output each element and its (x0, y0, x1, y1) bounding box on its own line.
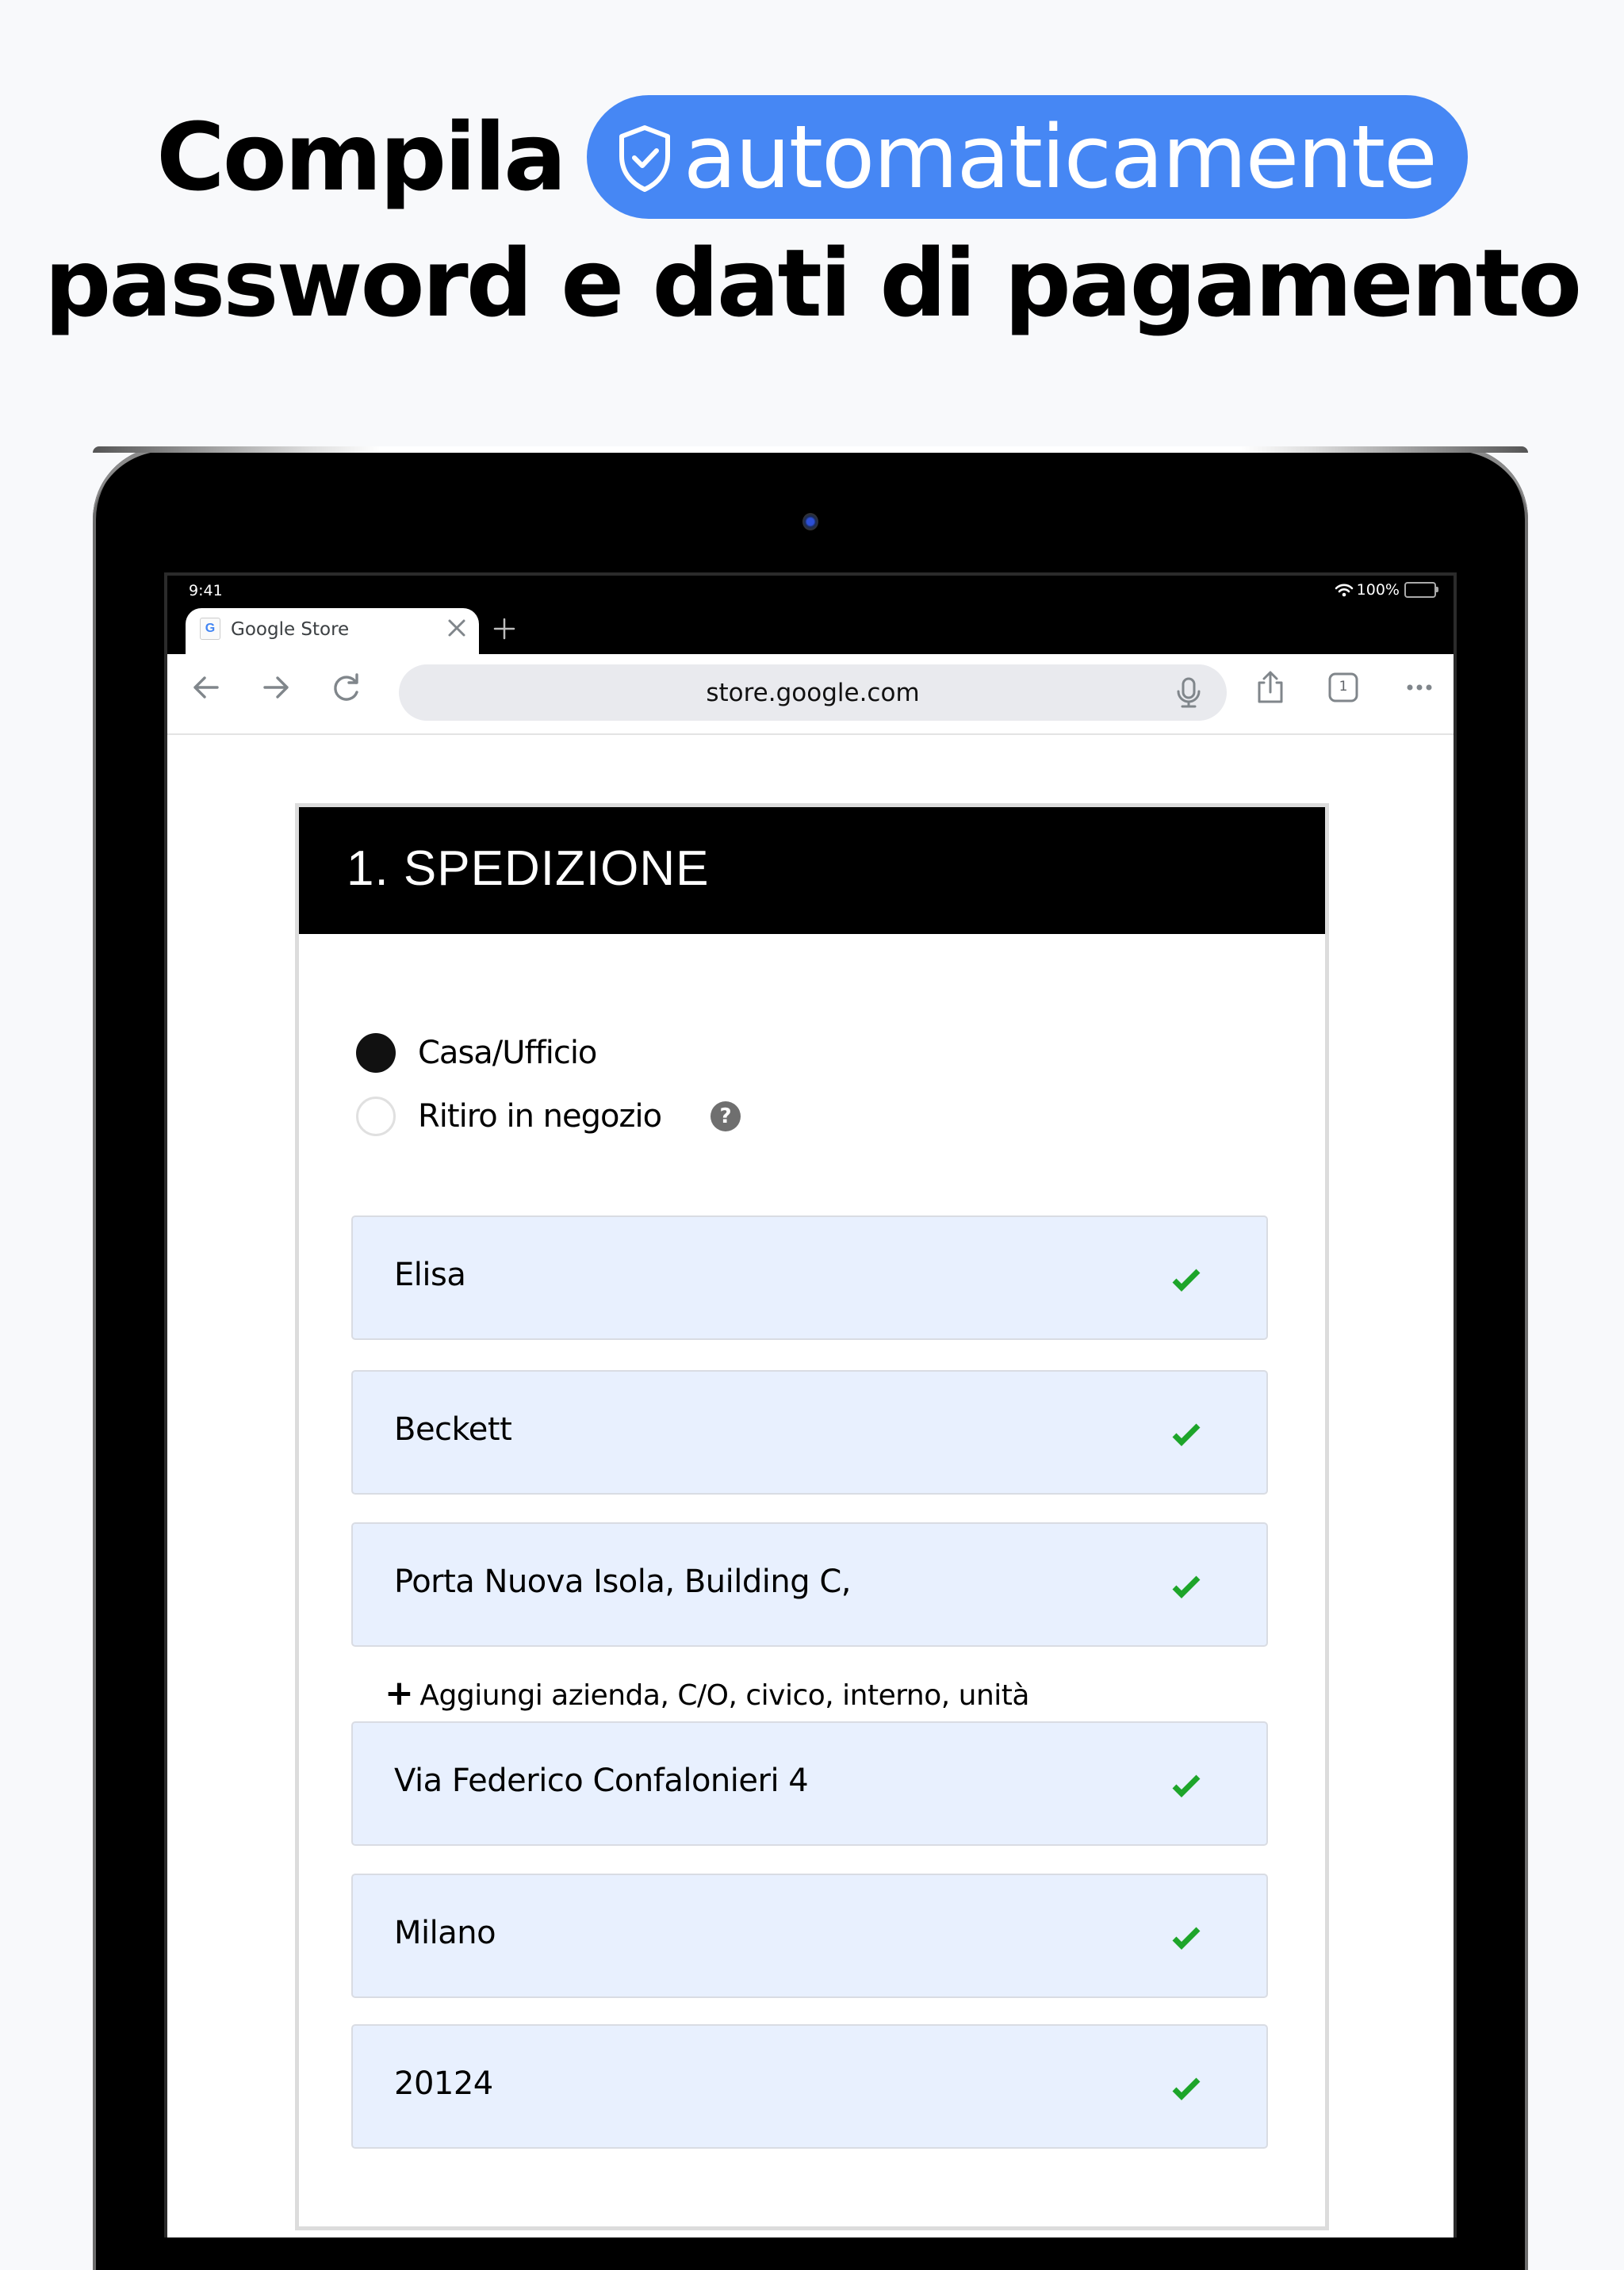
front-camera (802, 513, 818, 530)
shipping-form (295, 803, 1329, 2230)
field-value: 20124 (394, 2065, 493, 2102)
automatic-badge (587, 95, 1468, 219)
new-tab-icon[interactable] (492, 617, 516, 641)
check-icon (1171, 2075, 1201, 2100)
check-icon (1171, 1266, 1201, 1292)
shield-check-icon (617, 124, 672, 193)
city-field[interactable] (351, 1874, 1268, 1998)
plus-icon: + (385, 1673, 414, 1713)
share-icon[interactable] (1253, 670, 1288, 705)
google-store-icon: G (200, 618, 220, 640)
battery-percent: 100% (1356, 581, 1400, 599)
help-icon[interactable]: ? (710, 1101, 741, 1131)
close-tab-icon[interactable] (445, 616, 469, 640)
section-header (299, 807, 1325, 934)
street-address-field[interactable] (351, 1721, 1268, 1846)
add-address-line-link[interactable] (385, 1673, 1029, 1713)
url-text: store.google.com (706, 679, 920, 707)
mic-icon[interactable] (1174, 677, 1203, 709)
first-name-field[interactable] (351, 1215, 1268, 1340)
field-value: Porta Nuova Isola, Building C, (394, 1564, 851, 1600)
back-arrow-icon[interactable] (190, 672, 222, 703)
radio-store-pickup[interactable] (356, 1097, 741, 1136)
forward-arrow-icon[interactable] (260, 672, 292, 703)
tab-count-number: 1 (1339, 679, 1348, 695)
tablet-frame-edge (93, 446, 1528, 453)
status-time: 9:41 (189, 582, 223, 599)
tablet-screen (164, 572, 1457, 2237)
status-bar (167, 576, 1454, 607)
postal-code-field[interactable] (351, 2024, 1268, 2149)
section-title: 1. SPEDIZIONE (347, 841, 710, 896)
headline-line-2: password e dati di pagamento (44, 228, 1580, 338)
battery-icon (1404, 582, 1436, 598)
headline-line-1 (0, 94, 1624, 220)
radio-label: Casa/Ufficio (418, 1035, 597, 1071)
check-icon (1171, 1421, 1201, 1446)
wifi-icon (1335, 583, 1354, 597)
badge-text: automaticamente (683, 106, 1436, 208)
address-line-1-field[interactable] (351, 1522, 1268, 1647)
more-icon[interactable] (1402, 670, 1437, 705)
tab-count-icon[interactable] (1326, 670, 1361, 705)
add-address-line-label: Aggiungi azienda, C/O, civico, interno, unità (419, 1679, 1029, 1712)
field-value: Via Federico Confalonieri 4 (394, 1763, 809, 1799)
check-icon (1171, 1924, 1201, 1950)
field-value: Milano (394, 1915, 496, 1951)
field-value: Beckett (394, 1411, 512, 1448)
last-name-field[interactable] (351, 1370, 1268, 1495)
status-right (1335, 581, 1436, 599)
headline-compila: Compila (156, 102, 565, 212)
browser-toolbar (167, 654, 1454, 735)
check-icon (1171, 1573, 1201, 1598)
radio-label: Ritiro in negozio (418, 1098, 662, 1135)
reload-icon[interactable] (331, 672, 362, 703)
browser-tab[interactable] (186, 608, 479, 657)
field-value: Elisa (394, 1257, 466, 1293)
check-icon (1171, 1772, 1201, 1797)
tab-title: Google Store (231, 619, 350, 640)
radio-home-office[interactable] (356, 1033, 596, 1073)
radio-unselected-icon[interactable] (356, 1097, 396, 1136)
radio-selected-icon[interactable] (356, 1033, 396, 1073)
web-page (167, 735, 1454, 2237)
address-bar[interactable] (399, 664, 1227, 721)
